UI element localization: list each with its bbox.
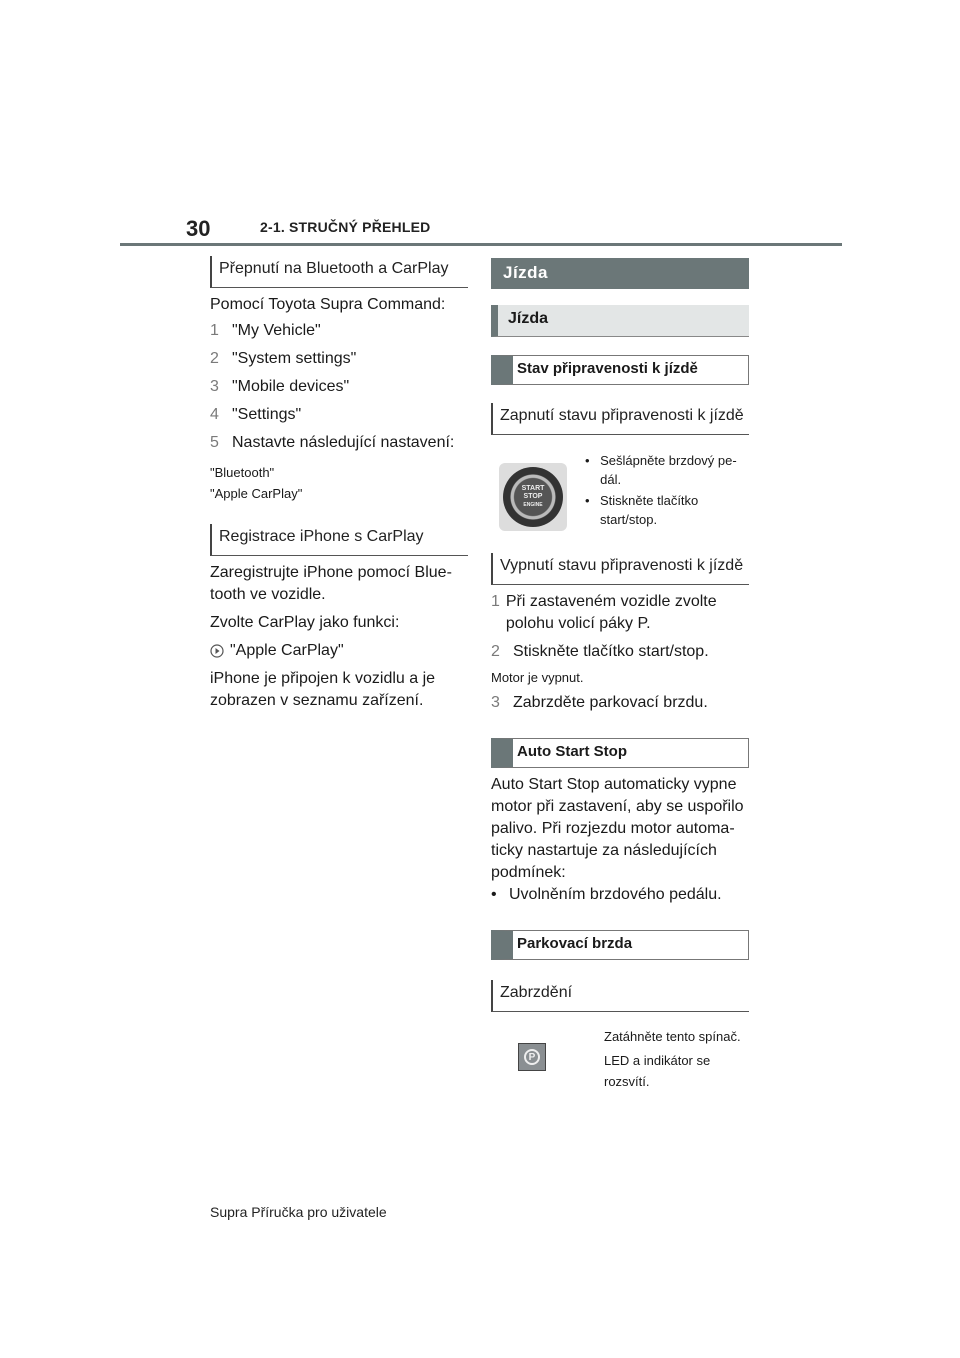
connected-paragraph: iPhone je připojen k vozidlu a je zobrazen v seznamu zařízení. bbox=[210, 670, 436, 709]
menu-path: "Apple CarPlay" bbox=[210, 640, 468, 662]
option-apple-carplay: "Apple CarPlay" bbox=[210, 486, 303, 501]
bullet-brake-pedal: • Sešlápněte brzdový pe-dál. bbox=[585, 453, 737, 487]
topic-box-auto-start-stop: Auto Start Stop bbox=[491, 738, 749, 768]
header-rule bbox=[120, 243, 842, 246]
engine-off-note: Motor je vypnut. bbox=[491, 670, 584, 685]
intro-text: Pomocí Toyota Supra Command: bbox=[210, 296, 446, 313]
left-column bbox=[210, 256, 468, 712]
bullet-press-start: • Stiskněte tlačítko start/stop. bbox=[585, 493, 699, 527]
chapter-title: 2-1. STRUČNÝ PŘEHLED bbox=[260, 219, 431, 235]
brake-pull-text: Zatáhněte tento spínač. bbox=[604, 1029, 741, 1044]
step-3: 3 "Mobile devices" bbox=[210, 378, 350, 395]
step-2: 2 "System settings" bbox=[210, 350, 357, 367]
page-number: 30 bbox=[186, 216, 211, 241]
step-1: 1 "My Vehicle" bbox=[210, 322, 321, 339]
brake-text bbox=[604, 1026, 749, 1092]
section-band-driving: Jízda bbox=[491, 258, 749, 289]
off-step-2: 2 Stiskněte tlačítko start/stop. bbox=[491, 643, 709, 660]
subheading-ready-off: Vypnutí stavu připravenosti k jízdě bbox=[491, 553, 749, 585]
ready-on-block bbox=[491, 451, 749, 531]
parking-brake-switch-icon: P bbox=[518, 1043, 546, 1071]
off-step-1: 1 Při zastaveném vozidle zvolte polohu volicí páky P. bbox=[491, 593, 717, 632]
auto-start-stop-bullet: • Uvolněním brzdového pedálu. bbox=[491, 886, 722, 903]
brake-block bbox=[491, 1026, 749, 1092]
auto-start-stop-text: Auto Start Stop automaticky vypne motor při zastavení, aby se uspořilo palivo. Při rozjezdu motor automa-ticky nastartuje za následujících podmínek: bbox=[491, 776, 744, 881]
option-bluetooth: "Bluetooth" bbox=[210, 465, 275, 480]
subheading-apply-brake: Zabrzdění bbox=[491, 980, 749, 1012]
register-paragraph: Zaregistrujte iPhone pomocí Blue-tooth ve vozidle. bbox=[210, 564, 452, 603]
ready-on-bullets bbox=[585, 451, 749, 531]
topic-box-parking-brake: Parkovací brzda bbox=[491, 930, 749, 960]
subheading-bluetooth-carplay: Přepnutí na Bluetooth a CarPlay bbox=[210, 256, 468, 288]
start-stop-button-image: START STOP ENGINE bbox=[499, 463, 567, 531]
right-column bbox=[491, 258, 749, 1092]
off-step-3: 3 Zabrzděte parkovací brzdu. bbox=[491, 694, 708, 711]
steps-list bbox=[210, 320, 468, 454]
step-5: 5 Nastavte následující nastavení: bbox=[210, 434, 455, 451]
footer-manual-title: Supra Příručka pro uživatele bbox=[210, 1204, 387, 1220]
choose-function-paragraph: Zvolte CarPlay jako funkci: bbox=[210, 614, 400, 631]
topic-box-ready-state: Stav připravenosti k jízdě bbox=[491, 355, 749, 385]
subheading-register-iphone: Registrace iPhone s CarPlay bbox=[210, 524, 468, 556]
step-4: 4 "Settings" bbox=[210, 406, 302, 423]
subheading-ready-on: Zapnutí stavu připravenosti k jízdě bbox=[491, 403, 749, 435]
arrow-circle-icon bbox=[210, 640, 230, 662]
brake-led-text: LED a indikátor se rozsvítí. bbox=[604, 1053, 711, 1089]
subsection-band-driving: Jízda bbox=[491, 305, 749, 337]
